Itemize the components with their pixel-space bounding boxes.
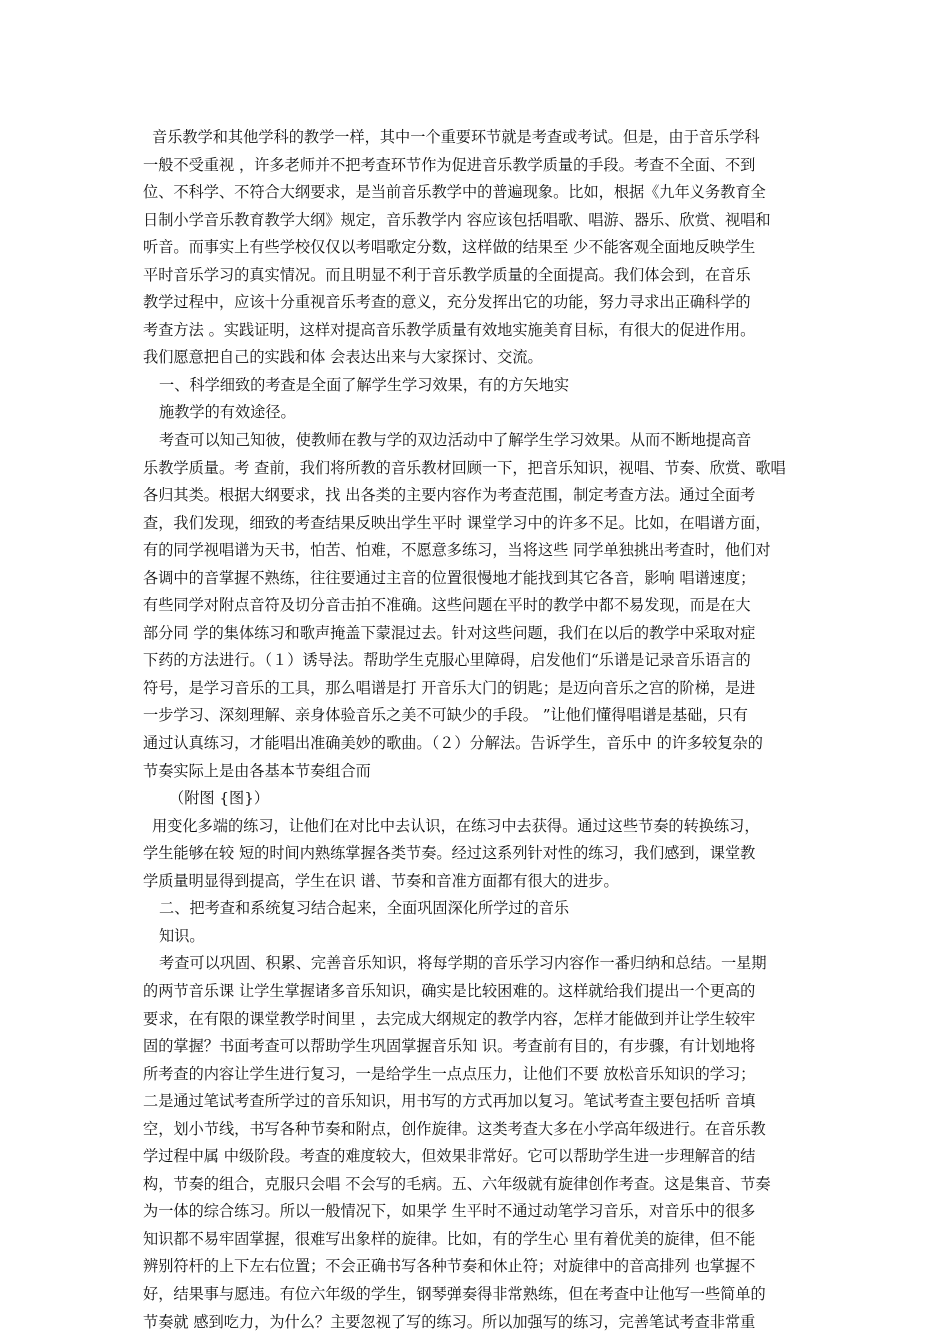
text-line: 用变化多端的练习，让他们在对比中去认识，在练习中去获得。通过这些节奏的转换练习， <box>152 816 760 835</box>
text-line: 有些同学对附点音符及切分音击拍不准确。这些问题在平时的教学中都不易发现，而是在大 <box>143 596 751 615</box>
text-line: 教学过程中，应该十分重视音乐考查的意义，充分发挥出它的功能，努力寻求出正确科学的 <box>143 293 751 312</box>
text-line: 部分同 学的集体练习和歌声掩盖下蒙混过去。针对这些问题，我们在以后的教学中采取对症 <box>143 623 756 642</box>
text-line: 下药的方法进行。（１）诱导法。帮助学生克服心里障碍，启发他们“乐谱是记录音乐语言的 <box>143 651 751 670</box>
text-line: 好，结果事与愿违。有位六年级的学生，钢琴弹奏得非常熟练，但在考查中让他写一些简单的 <box>143 1284 766 1303</box>
text-line: 知识都不易牢固掌握，很难写出象样的旋律。比如，有的学生心 里有着优美的旋律，但不能 <box>143 1229 756 1248</box>
text-line: 固的掌握？书面考查可以帮助学生巩固掌握音乐知 识。考查前有目的，有步骤，有计划地将 <box>143 1037 756 1056</box>
text-line: 辨别符杆的上下左右位置；不会正确书写各种节奏和休止符；对旋律中的音高排列 也掌握不 <box>143 1257 756 1276</box>
text-line: 为一体的综合练习。所以一般情况下，如果学 生平时不通过动笔学习音乐，对音乐中的很多 <box>143 1202 756 1221</box>
text-line: 各归其类。根据大纲要求，找 出各类的主要内容作为考查范围，制定考查方法。通过全面考 <box>143 486 756 505</box>
text-line: （附图 {图}） <box>169 789 270 808</box>
text-line: 查，我们发现，细致的考查结果反映出学生平时 课堂学习中的许多不足。比如，在唱谱方面， <box>143 513 771 532</box>
text-line: 要求，在有限的课堂教学时间里 ，去完成大纲规定的教学内容，怎样才能做到并让学生较牢 <box>143 1009 756 1028</box>
text-line: 日制小学音乐教育教学大纲》规定，音乐教学内 容应该包括唱歌、唱游、器乐、欣赏、视唱和 <box>143 210 771 229</box>
text-line: 所考查的内容让学生进行复习，一是给学生一点点压力，让他们不要 放松音乐知识的学习； <box>143 1064 756 1083</box>
text-line: 听音。而事实上有些学校仅仅以考唱歌定分数，这样做的结果至 少不能客观全面地反映学生 <box>143 238 756 257</box>
text-line: 节奏实际上是由各基本节奏组合而 <box>143 761 371 780</box>
text-line: 节奏就 感到吃力，为什么？主要忽视了写的练习。所以加强写的练习，完善笔试考查非常重 <box>143 1312 756 1331</box>
text-line: 施教学的有效途径。 <box>159 403 296 422</box>
text-line: 各调中的音掌握不熟练，往往要通过主音的位置很慢地才能找到其它各音，影响 唱谱速度； <box>143 568 756 587</box>
text-line: 平时音乐学习的真实情况。而且明显不利于音乐教学质量的全面提高。我们体会到，在音乐 <box>143 265 751 284</box>
text-line: 学过程中属 中级阶段。考查的难度较大，但效果非常好。它可以帮助学生进一步理解音的结 <box>143 1147 756 1166</box>
text-line: 符号，是学习音乐的工具，那么唱谱是打 开音乐大门的钥匙；是迈向音乐之宫的阶梯，是进 <box>143 678 756 697</box>
text-line: 构，节奏的组合，克服只会唱 不会写的毛病。五、六年级就有旋律创作考查。这是集音、节奏 <box>143 1174 771 1193</box>
text-line: 考查方法 。实践证明，这样对提高音乐教学质量有效地实施美育目标，有很大的促进作用。 <box>143 320 756 339</box>
text-line: 空，划小节线，书写各种节奏和附点，创作旋律。这类考查大多在小学高年级进行。在音乐教 <box>143 1119 766 1138</box>
text-line: 的两节音乐课 让学生掌握诸多音乐知识，确实是比较困难的。这样就给我们提出一个更高的 <box>143 981 756 1000</box>
text-line: 位、不科学、不符合大纲要求，是当前音乐教学中的普遍现象。比如，根据《九年义务教育全 <box>143 183 766 202</box>
text-line: 二、把考查和系统复习结合起来，全面巩固深化所学过的音乐 <box>159 899 570 918</box>
text-line: 学质量明显得到提高，学生在识 谱、节奏和音准方面都有很大的进步。 <box>143 871 619 890</box>
text-line: 一般不受重视 ，许多老师并不把考查环节作为促进音乐教学质量的手段。考查不全面、不到 <box>143 155 756 174</box>
text-line: 音乐教学和其他学科的教学一样，其中一个重要环节就是考查或考试。但是，由于音乐学科 <box>152 128 760 146</box>
text-line: 学生能够在较 短的时间内熟练掌握各类节奏。经过这系列针对性的练习，我们感到，课堂教 <box>143 844 756 863</box>
text-line: 知识。 <box>159 926 205 945</box>
text-line: 二是通过笔试考查所学过的音乐知识，用书写的方式再加以复习。笔试考查主要包括听 音填 <box>143 1092 756 1111</box>
text-line: 有的同学视唱谱为天书，怕苦、怕难，不愿意多练习，当将这些 同学单独挑出考查时，他们对 <box>143 541 771 560</box>
text-line: 我们愿意把自己的实践和体 会表达出来与大家探讨、交流。 <box>143 348 543 367</box>
text-line: 考查可以知己知彼，使教师在教与学的双边活动中了解学生学习效果。从而不断地提高音 <box>159 431 752 450</box>
text-line: 乐教学质量。考 查前，我们将所教的音乐教材回顾一下，把音乐知识，视唱、节奏、欣赏、歌唱 <box>143 458 786 477</box>
text-line: 一步学习、深刻理解、亲身体验音乐之美不可缺少的手段。 ”让他们懂得唱谱是基础，只有 <box>143 706 748 725</box>
text-line: 一、科学细致的考查是全面了解学生学习效果，有的方矢地实 <box>159 375 570 394</box>
text-line: 通过认真练习，才能唱出准确美妙的歌曲。（２）分解法。告诉学生，音乐中 的许多较复杂的 <box>143 734 763 753</box>
text-line: 考查可以巩固、积累、完善音乐知识，将每学期的音乐学习内容作一番归纳和总结。一星期 <box>159 954 767 973</box>
document-page <box>143 124 807 1336</box>
